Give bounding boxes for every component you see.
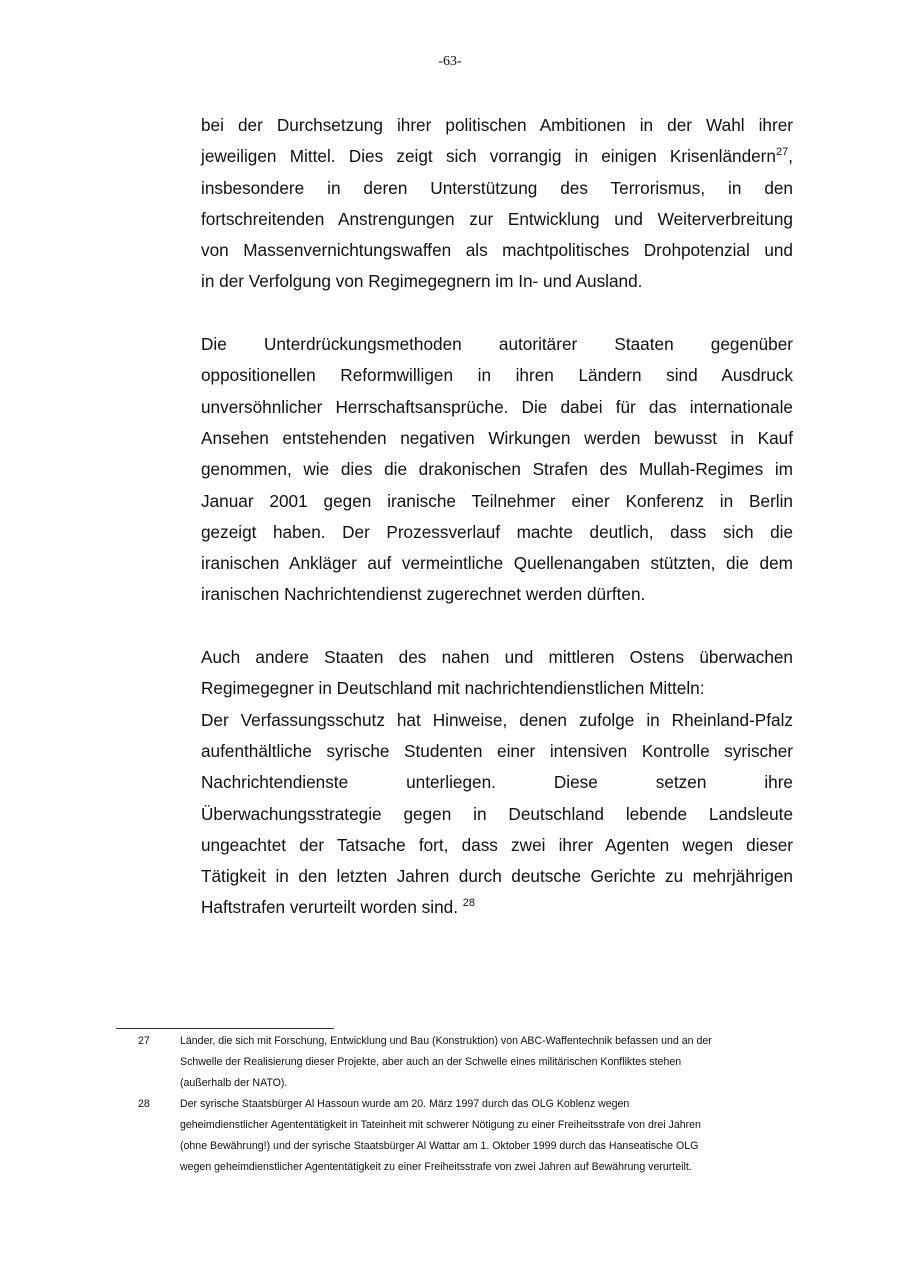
comma: , [788, 146, 793, 167]
text-line-with-footnote-ref [201, 141, 793, 172]
footnote-line: wegen geheimdienstlicher Agententätigkeit zu einer Freiheitsstrafe von zwei Jahren auf Bewährung verurteilt. [180, 1161, 692, 1173]
footnote-separator [116, 1028, 334, 1029]
text-line: Regimegegner in Deutschland mit nachrichtendienstlichen Mitteln: [201, 678, 705, 699]
footnote-number: 27 [138, 1035, 150, 1047]
text-line: gezeigt haben. Der Prozessverlauf machte deutlich, dass sich die [201, 521, 793, 542]
text-line: Tätigkeit in den letzten Jahren durch deutsche Gerichte zu mehrjährigen [201, 866, 793, 887]
text-line-with-footnote-ref [201, 892, 793, 923]
paragraph-1 [201, 110, 793, 298]
text-line: ungeachtet der Tatsache fort, dass zwei ihrer Agenten wegen dieser [201, 834, 793, 855]
footnote-line: (außerhalb der NATO). [180, 1077, 288, 1089]
text-line: jeweiligen Mittel. Dies zeigt sich vorrangig in einigen Krisenländern [201, 146, 776, 167]
text-line: Auch andere Staaten des nahen und mittleren Ostens überwachen [201, 647, 793, 668]
text-line: Überwachungsstrategie gegen in Deutschland lebende Landsleute [201, 803, 793, 824]
footnote-27 [116, 1031, 796, 1094]
footnotes [116, 1031, 796, 1178]
footnote-line: Schwelle der Realisierung dieser Projekte, aber auch an der Schwelle eines militärischen Konfliktes stehen [180, 1056, 682, 1068]
text-line: Januar 2001 gegen iranische Teilnehmer einer Konferenz in Berlin [201, 490, 793, 511]
text-line: oppositionellen Reformwilligen in ihren Ländern sind Ausdruck [201, 365, 793, 386]
footnote-ref-28[interactable]: 28 [462, 897, 476, 910]
body-text [201, 110, 793, 924]
footnote-number: 28 [138, 1098, 150, 1110]
text-line: iranischen Nachrichtendienst zugerechnet werden dürften. [201, 584, 646, 605]
text-line: Ansehen entstehenden negativen Wirkungen werden bewusst in Kauf [201, 427, 793, 448]
text-line: fortschreitenden Anstrengungen zur Entwicklung und Weiterverbreitung [201, 208, 793, 229]
text-line: bei der Durchsetzung ihrer politischen Ambitionen in der Wahl ihrer [201, 115, 793, 135]
text-line: iranischen Ankläger auf vermeintliche Quellenangaben stützten, die dem [201, 553, 793, 574]
footnote-line: Länder, die sich mit Forschung, Entwicklung und Bau (Konstruktion) von ABC-Waffentechnik befassen und an der [180, 1035, 712, 1047]
footnote-line: Der syrische Staatsbürger Al Hassoun wurde am 20. März 1997 durch das OLG Koblenz wegen [180, 1098, 630, 1110]
text-line: Der Verfassungsschutz hat Hinweise, denen zufolge in Rheinland-Pfalz [201, 709, 793, 730]
text-line: Nachrichtendienste unterliegen. Diese setzen ihre [201, 772, 793, 793]
text-line: aufenthältliche syrische Studenten einer intensiven Kontrolle syrischer [201, 740, 793, 761]
footnote-line: geheimdienstlicher Agententätigkeit in Tateinheit mit schwerer Nötigung zu einer Freiheitsstrafe von drei Jahren [180, 1119, 701, 1131]
text-line: in der Verfolgung von Regimegegnern im In- und Ausland. [201, 271, 643, 292]
text-line: genommen, wie dies die drakonischen Strafen des Mullah-Regimes im [201, 459, 793, 480]
text-line: insbesondere in deren Unterstützung des Terrorismus, in den [201, 177, 793, 198]
footnote-line: (ohne Bewährung!) und der syrische Staatsbürger Al Wattar am 1. Oktober 1999 durch das Hanseatische OLG [180, 1140, 699, 1152]
text-line: Die Unterdrückungsmethoden autoritärer Staaten gegenüber [201, 334, 793, 355]
footnote-ref-27[interactable]: 27 [775, 146, 789, 159]
text-line: von Massenvernichtungswaffen als machtpolitisches Drohpotenzial und [201, 240, 793, 261]
page-number: -63- [438, 54, 462, 69]
paragraph-3 [201, 642, 793, 924]
text-line: unversöhnlicher Herrschaftsansprüche. Die dabei für das internationale [201, 396, 793, 417]
footnote-28 [116, 1094, 796, 1178]
text-line: Haftstrafen verurteilt worden sind. [201, 897, 458, 918]
paragraph-2 [201, 329, 793, 611]
